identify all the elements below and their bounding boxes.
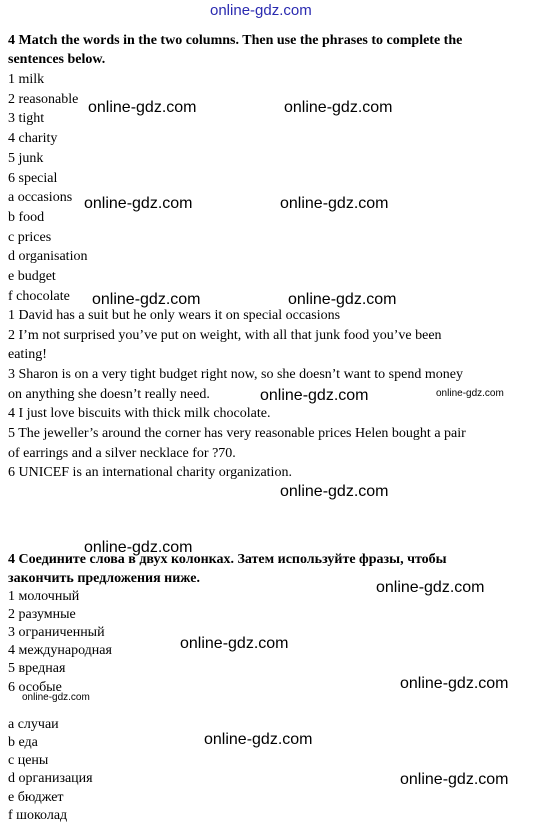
watermark: online-gdz.com — [288, 291, 397, 308]
sentence-line: of earrings and a silver necklace for ?70. — [8, 446, 236, 461]
watermark: online-gdz.com — [260, 387, 369, 404]
match-item-ru: е бюджет — [8, 790, 64, 805]
word-item: 5 junk — [8, 151, 44, 166]
word-item: 3 tight — [8, 111, 45, 126]
word-item: 1 milk — [8, 72, 45, 87]
watermark: online-gdz.com — [436, 388, 504, 399]
watermark: online-gdz.com — [180, 635, 289, 652]
sentence-line: 5 The jeweller’s around the corner has very reasonable prices Helen bought a pair — [8, 426, 466, 441]
exercise-heading-ru-continued: закончить предложения ниже. — [8, 571, 200, 586]
word-item-ru: 1 молочный — [8, 589, 80, 604]
sentence-line: 2 I’m not surprised you’ve put on weight, with all that junk food you’ve been — [8, 328, 442, 343]
watermark: online-gdz.com — [400, 675, 509, 692]
match-item: d organisation — [8, 249, 88, 264]
watermark: online-gdz.com — [88, 99, 197, 116]
match-item: b food — [8, 210, 45, 225]
word-item: 6 special — [8, 171, 58, 186]
match-item: f chocolate — [8, 289, 70, 304]
word-item-ru: 3 ограниченный — [8, 625, 105, 640]
watermark: online-gdz.com — [376, 579, 485, 596]
watermark: online-gdz.com — [280, 483, 389, 500]
word-item-ru: 6 особые — [8, 680, 62, 695]
sentence-line: 6 UNICEF is an international charity organization. — [8, 465, 292, 480]
match-item-ru: f шоколад — [8, 808, 68, 823]
word-item: 4 charity — [8, 131, 58, 146]
word-item: 2 reasonable — [8, 92, 79, 107]
watermark: online-gdz.com — [22, 692, 90, 703]
sentence-line: on anything she doesn’t really need. — [8, 387, 210, 402]
watermark: online-gdz.com — [284, 99, 393, 116]
match-item-ru: а случаи — [8, 717, 59, 732]
word-item-ru: 2 разумные — [8, 607, 76, 622]
watermark: online-gdz.com — [280, 195, 389, 212]
match-item-ru: b еда — [8, 735, 38, 750]
watermark: online-gdz.com — [84, 195, 193, 212]
watermark: online-gdz.com — [92, 291, 201, 308]
sentence-line: eating! — [8, 347, 47, 362]
sentence-line: 1 David has a suit but he only wears it on special occasions — [8, 308, 341, 323]
word-item-ru: 4 международная — [8, 643, 112, 658]
match-item-ru: d организация — [8, 771, 93, 786]
watermark: online-gdz.com — [204, 731, 313, 748]
match-item: e budget — [8, 269, 56, 284]
sentence-line: 4 I just love biscuits with thick milk chocolate. — [8, 406, 271, 421]
exercise-heading: 4 Match the words in the two columns. Then use the phrases to complete the — [8, 33, 463, 48]
match-item-ru: с цены — [8, 753, 49, 768]
sentence-line: 3 Sharon is on a very tight budget right now, so she doesn’t want to spend money — [8, 367, 463, 382]
watermark: online-gdz.com — [84, 539, 193, 556]
watermark-top: online-gdz.com — [210, 2, 312, 19]
word-item-ru: 5 вредная — [8, 661, 66, 676]
exercise-heading-continued: sentences below. — [8, 52, 106, 67]
match-item: c prices — [8, 230, 52, 245]
watermark: online-gdz.com — [400, 771, 509, 788]
exercise-heading-ru: 4 Соедините слова в двух колонках. Затем используйте фразы, чтобы — [8, 552, 447, 567]
match-item: a occasions — [8, 190, 73, 205]
